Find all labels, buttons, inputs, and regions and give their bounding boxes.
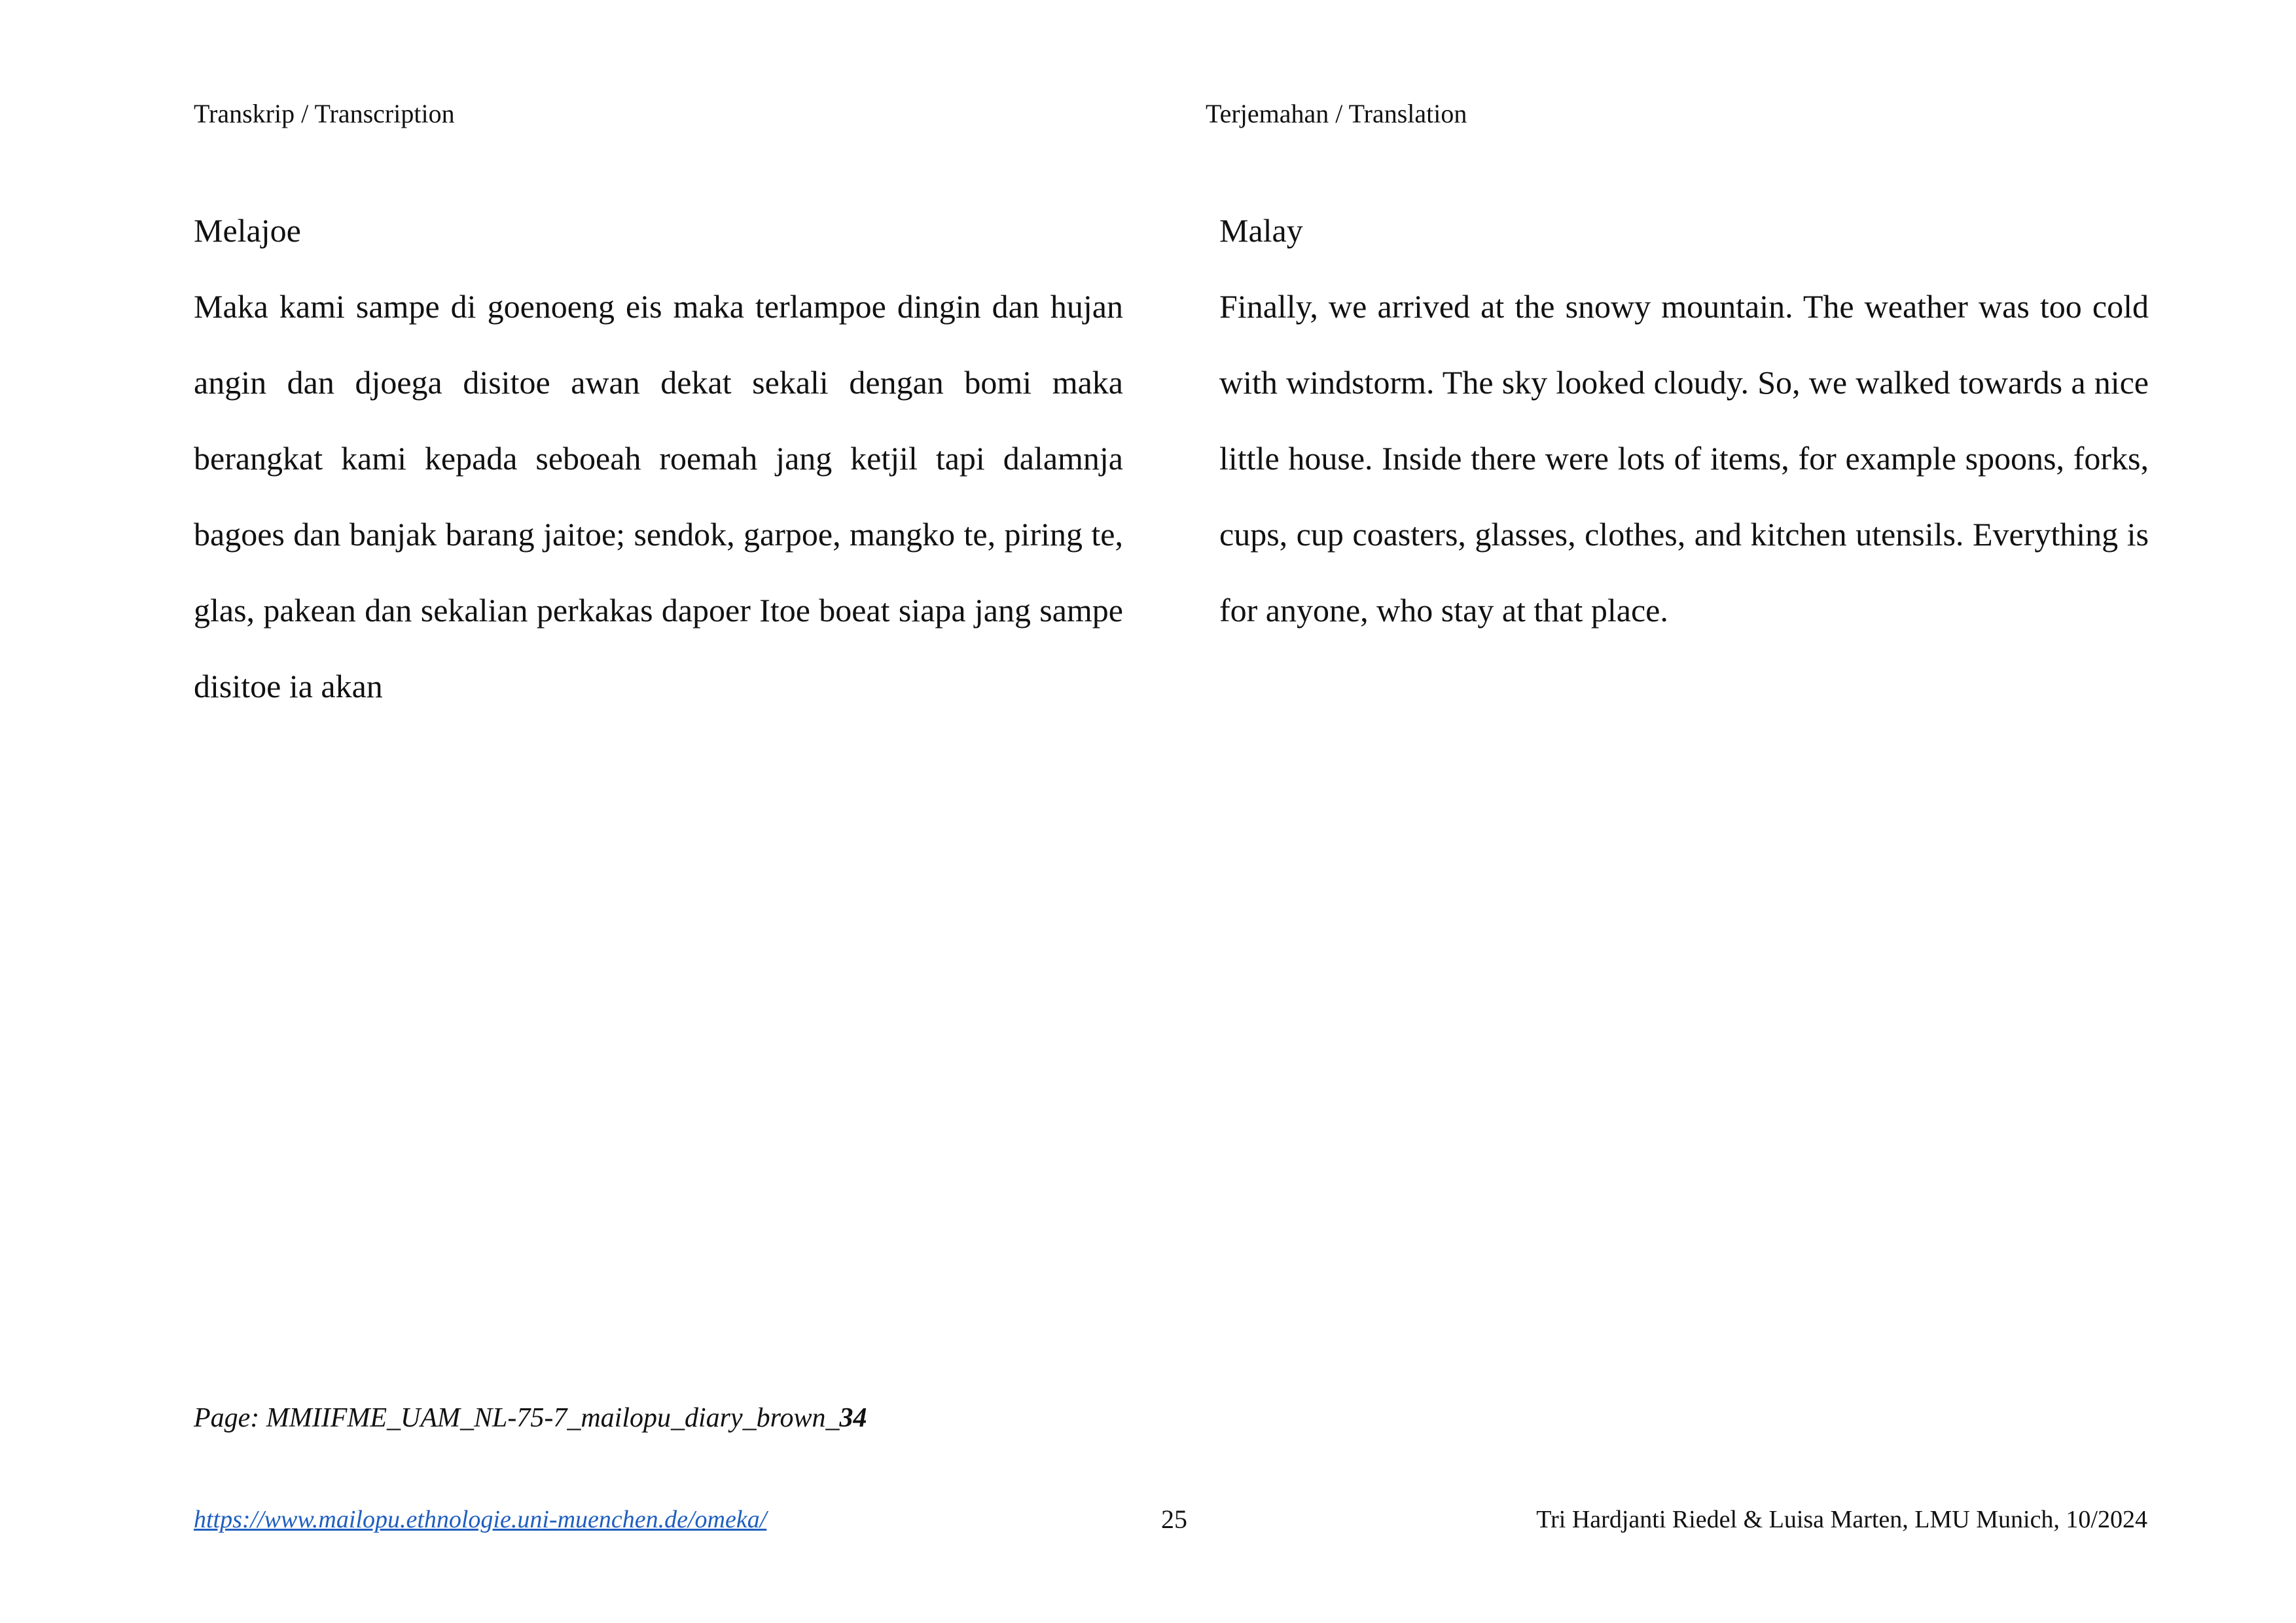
translation-text: Finally, we arrived at the snowy mountain. The weather was too cold with windstorm. The sky looked cloudy. So, we walked towards a nice little house. Inside there were lots of items, for example spoons, forks, cups, cup coasters, glasses, clothes, and kitchen utensils. Everything is for anyone, who stay at that place. (1219, 288, 2149, 629)
translation-language-label: Malay (1219, 212, 1303, 249)
transcription-language-label: Melajoe (194, 212, 301, 249)
transcription-column (194, 192, 1123, 724)
transcription-text: Maka kami sampe di goenoeng eis maka terlampoe dingin dan hujan angin dan djoega disitoe awan dekat sekali dengan bomi maka berangkat kami kepada seboeah roemah jang ketjil tapi dalamnja bagoes dan banjak barang jaitoe; sendok, garpoe, mangko te, piring te, glas, pakean dan sekalian perkakas dapoer Itoe boeat siapa jang sampe disitoe ia akan (194, 288, 1123, 704)
page-number: 25 (1161, 1504, 1187, 1534)
page-reference-number: 34 (839, 1403, 867, 1433)
transcription-header: Transkrip / Transcription (194, 99, 455, 128)
footer-credit: Tri Hardjanti Riedel & Luisa Marten, LMU Munich, 10/2024 (1536, 1506, 2147, 1533)
omeka-link[interactable]: https://www.mailopu.ethnologie.uni-muenchen.de/omeka/ (194, 1506, 767, 1533)
translation-header: Terjemahan / Translation (1206, 99, 1467, 128)
page-reference (194, 1401, 867, 1435)
translation-column (1219, 192, 2149, 648)
page-reference-prefix: Page: MMIIFME_UAM_NL-75-7_mailopu_diary_brown_ (194, 1403, 840, 1433)
